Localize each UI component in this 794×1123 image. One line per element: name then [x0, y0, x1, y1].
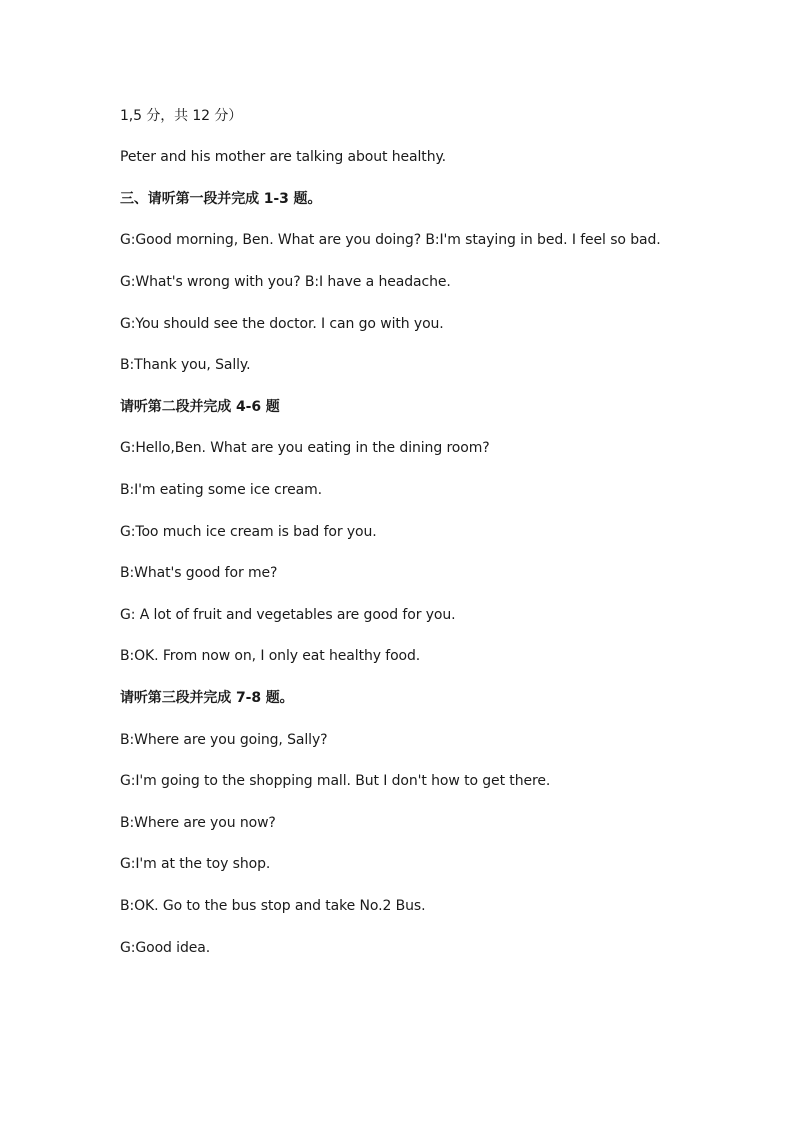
section-heading-3: 请听第三段并完成 7-8 题。	[120, 690, 294, 706]
dialogue-line: G:You should see the doctor. I can go with you.	[120, 316, 444, 332]
dialogue-line: G:Too much ice cream is bad for you.	[120, 524, 377, 540]
dialogue-line: B:Where are you now?	[120, 815, 276, 831]
dialogue-line: G:Good morning, Ben. What are you doing? B:I'm staying in bed. I feel so bad.	[120, 232, 661, 248]
dialogue-line: B:What's good for me?	[120, 565, 278, 581]
dialogue-line: B:OK. Go to the bus stop and take No.2 Bus.	[120, 898, 426, 914]
dialogue-line: G:Hello,Ben. What are you eating in the dining room?	[120, 440, 490, 456]
dialogue-line: B:Thank you, Sally.	[120, 357, 251, 373]
dialogue-line: G:I'm at the toy shop.	[120, 856, 271, 872]
section-heading-1: 三、请听第一段并完成 1-3 题。	[120, 191, 322, 207]
dialogue-line: G:I'm going to the shopping mall. But I don't how to get there.	[120, 773, 551, 789]
section-heading-2: 请听第二段并完成 4-6 题	[120, 399, 280, 415]
dialogue-line: B:OK. From now on, I only eat healthy food.	[120, 648, 421, 664]
score-note: 1,5 分，共 12 分）	[120, 108, 243, 124]
dialogue-line: B:I'm eating some ice cream.	[120, 482, 323, 498]
dialogue-line: G:Good idea.	[120, 940, 211, 956]
dialogue-line: G:What's wrong with you? B:I have a headache.	[120, 274, 451, 290]
intro-line: Peter and his mother are talking about healthy.	[120, 149, 447, 165]
dialogue-line: G: A lot of fruit and vegetables are good for you.	[120, 607, 456, 623]
dialogue-line: B:Where are you going, Sally?	[120, 732, 328, 748]
